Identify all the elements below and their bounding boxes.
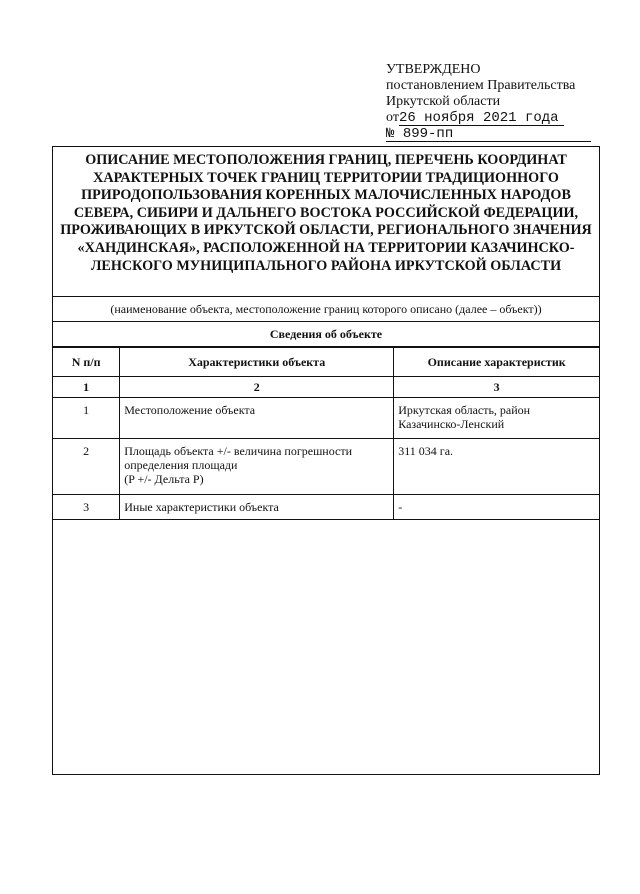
approval-number-field: [386, 127, 591, 142]
row-characteristic-cell: [120, 439, 394, 495]
approval-date-line: [386, 110, 606, 126]
row-characteristic: Местоположение объекта: [120, 398, 394, 439]
table-row: [53, 439, 599, 495]
approval-number-prefix: №: [386, 126, 395, 142]
approval-region: Иркутской области: [386, 94, 501, 109]
approval-number-line: [386, 126, 606, 142]
document-title: ОПИСАНИЕ МЕСТОПОЛОЖЕНИЯ ГРАНИЦ, ПЕРЕЧЕНЬ КООРДИНАТ ХАРАКТЕРНЫХ ТОЧЕК ГРАНИЦ ТЕРРИТОРИИ ТРАДИЦИОННОГО ПРИРОДОПОЛЬЗОВАНИЯ КОРЕННЫХ МАЛОЧИСЛЕННЫХ НАРОДОВ СЕВЕРА, СИБИРИ И ДАЛЬНЕГО ВОСТОКА РОССИЙСКОЙ ФЕДЕРАЦИИ, ПРОЖИВАЮЩИХ В ИРКУТСКОЙ ОБЛАСТИ, РЕГИОНАЛЬНОГО ЗНАЧЕНИЯ «ХАНДИНСКАЯ», РАСПОЛОЖЕННОЙ НА ТЕРРИТОРИИ КАЗАЧИНСКО-ЛЕНСКОГО МУНИЦИПАЛЬНОГО РАЙОНА ИРКУТСКОЙ ОБЛАСТИ: [53, 147, 599, 297]
header-description: Описание характеристик: [394, 348, 599, 377]
row-number: 3: [53, 495, 120, 520]
approval-number: 899-пп: [402, 126, 454, 142]
approval-authority: постановлением Правительства: [386, 78, 576, 93]
approval-date: 26 ноября 2021 года: [399, 111, 564, 126]
row-number: 1: [53, 398, 120, 439]
index-col-2: 2: [120, 377, 394, 398]
index-col-1: 1: [53, 377, 120, 398]
object-info-table: [53, 347, 599, 520]
row-description: -: [394, 495, 599, 520]
document-frame: [52, 146, 600, 775]
row-characteristic: Иные характеристики объекта: [120, 495, 394, 520]
object-name-caption: (наименование объекта, местоположение границ которого описано (далее – объект)): [53, 297, 599, 322]
approval-date-prefix: от: [386, 110, 399, 125]
header-number: N п/п: [53, 348, 120, 377]
approval-heading: УТВЕРЖДЕНО: [386, 62, 481, 77]
section-title: Сведения об объекте: [53, 322, 599, 347]
table-row: [53, 495, 599, 520]
row-characteristic-formula: (P +/- Дельта P): [124, 472, 204, 486]
index-col-3: 3: [394, 377, 599, 398]
table-row: [53, 398, 599, 439]
table-index-row: [53, 377, 599, 398]
row-description: Иркутская область, район Казачинско-Ленский: [394, 398, 599, 439]
table-header-row: [53, 348, 599, 377]
header-characteristic: Характеристики объекта: [120, 348, 394, 377]
row-characteristic: Площадь объекта +/- величина погрешности определения площади: [124, 444, 353, 472]
row-number: 2: [53, 439, 120, 495]
approval-stamp: [386, 62, 606, 142]
row-description: 311 034 га.: [394, 439, 599, 495]
